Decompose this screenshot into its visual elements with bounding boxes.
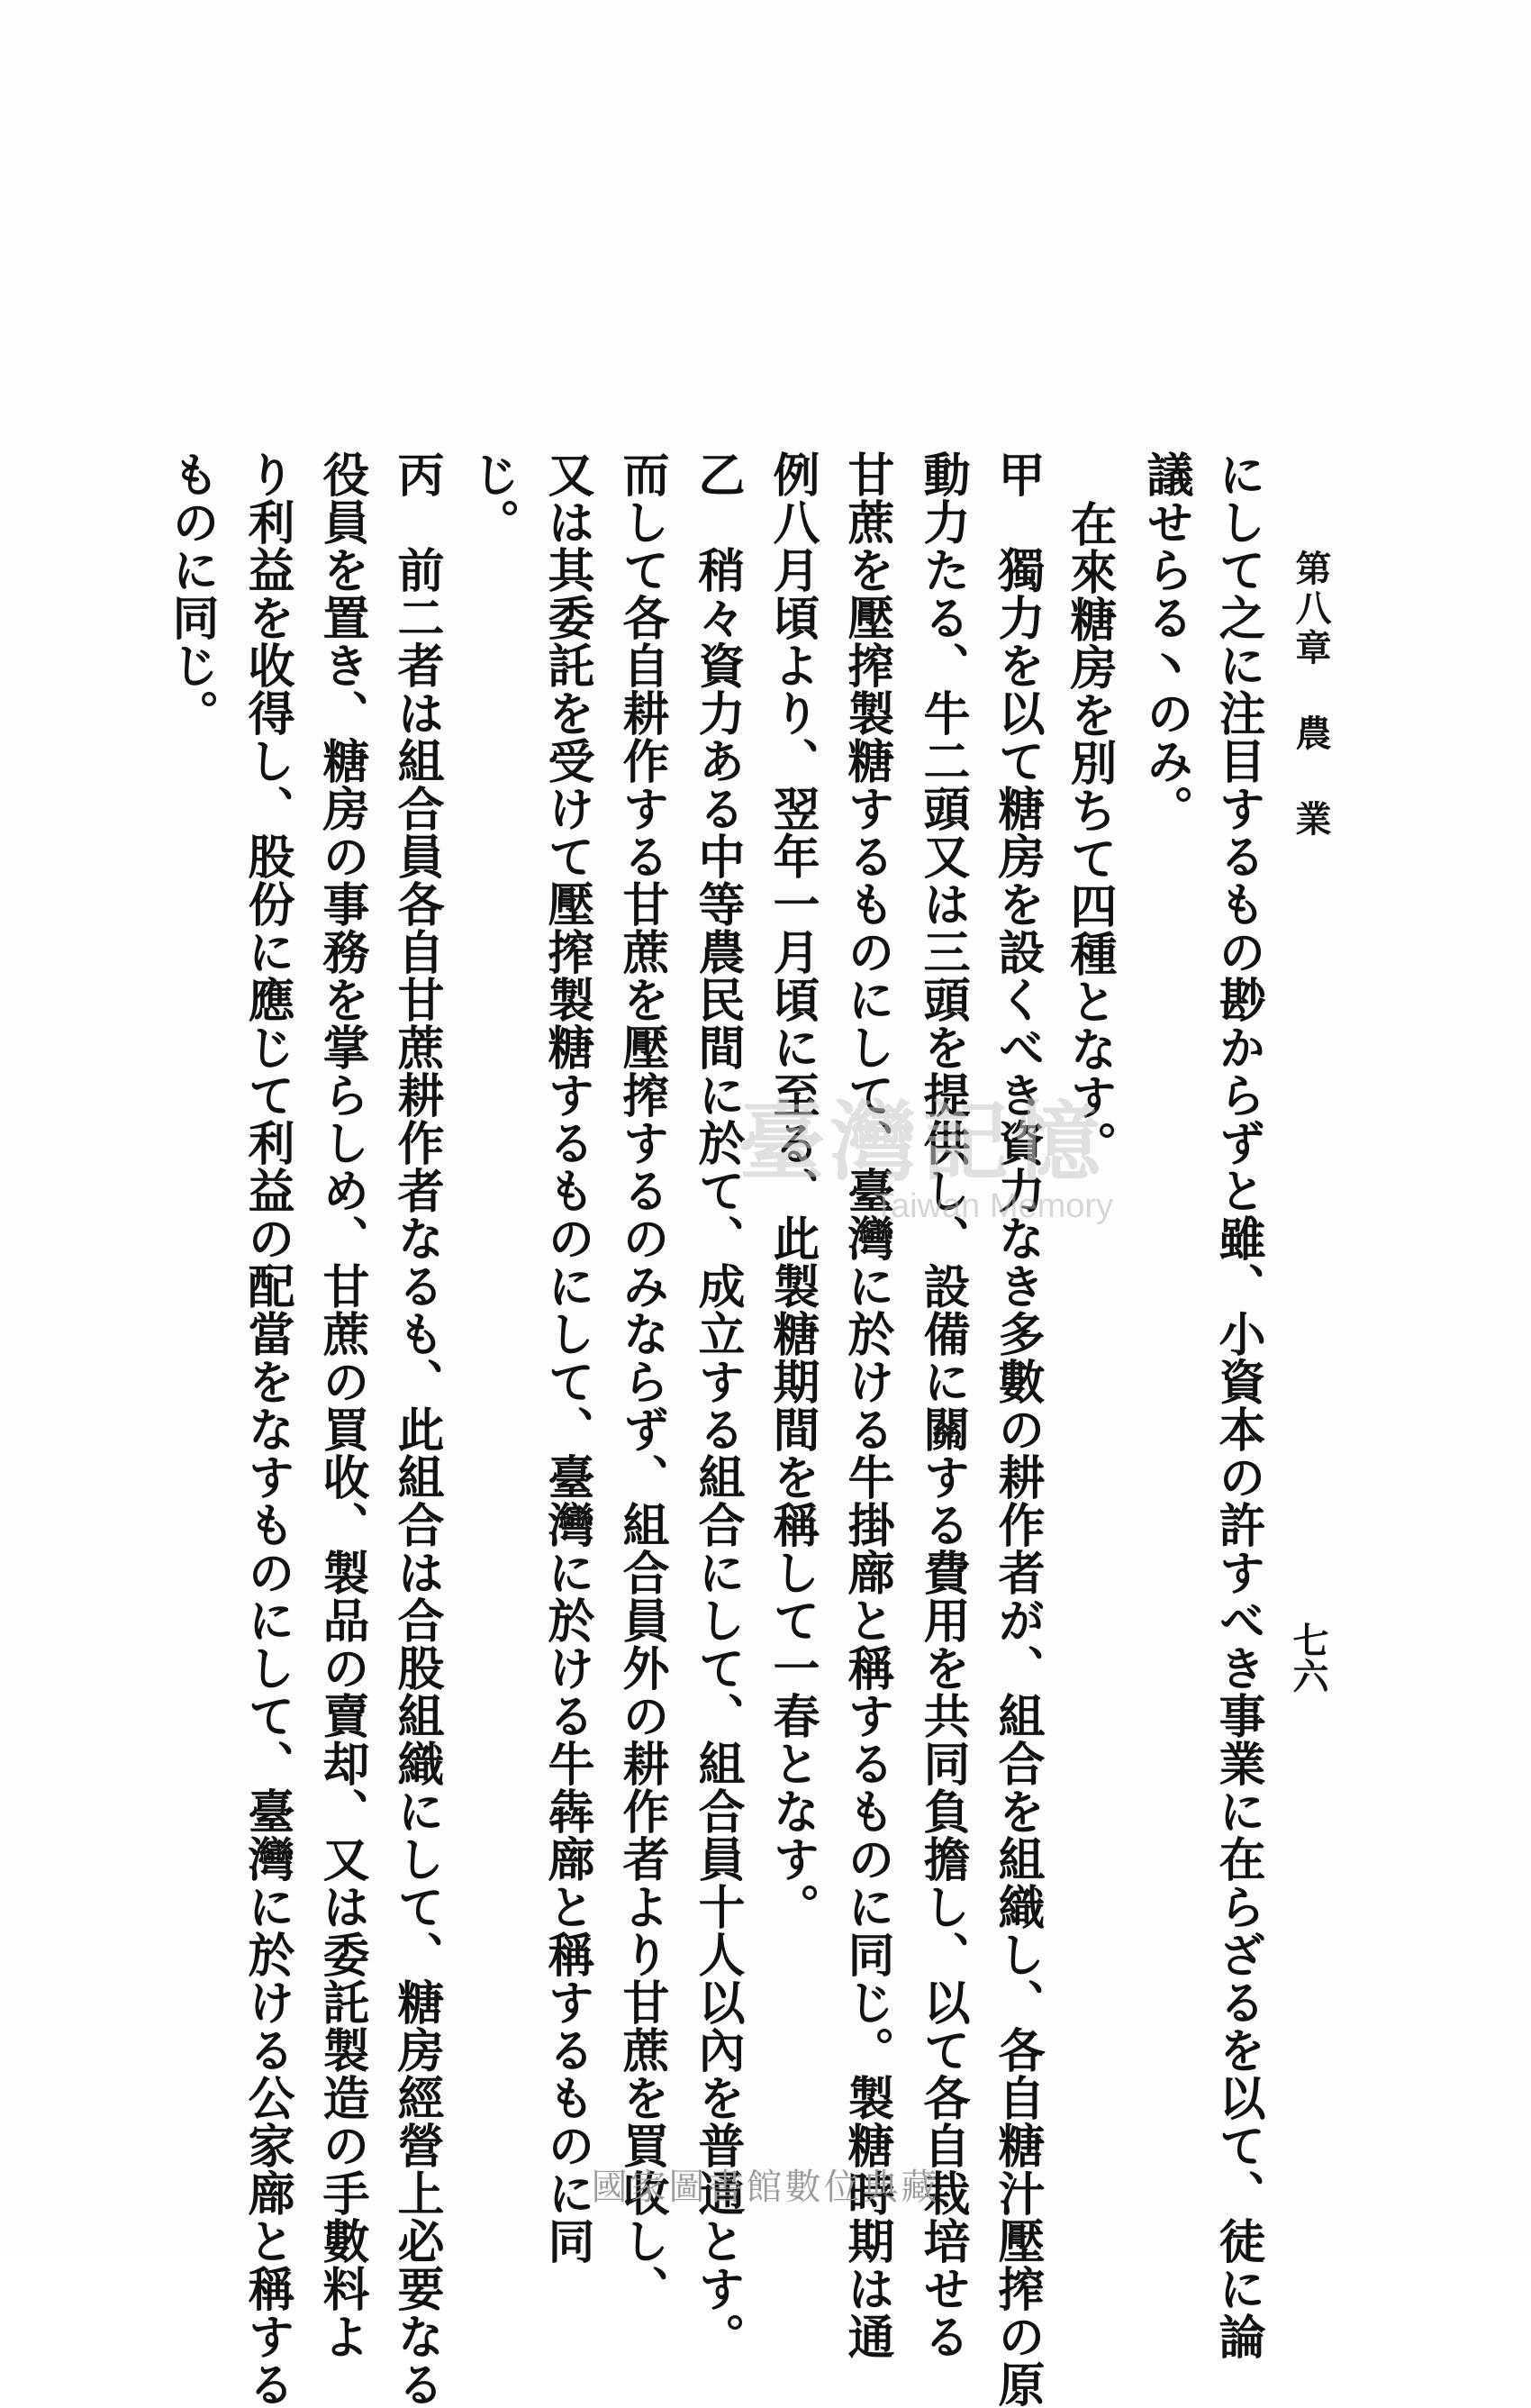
text-column-11: じ。 xyxy=(465,450,520,546)
text-column-6: 甘蔗を壓搾製糖するものにして、臺灣に於ける牛掛廍と稱するものに同じ。製糖時期は通 xyxy=(839,450,894,2360)
text-column-3: 在來糖房を別ちて四種となす。 xyxy=(1062,500,1117,1168)
text-column-15: ものに同じ。 xyxy=(164,450,219,737)
text-column-14: り利益を收得し、股份に應じて利益の配當をなすものにして、臺灣に於ける公家廍と稱する xyxy=(240,450,294,2408)
text-column-12: 丙 前二者は組合員各自甘蔗耕作者なるも、此組合は合股組織にして、糖房經營上必要なる xyxy=(389,450,444,2408)
text-column-9: 而して各自耕作する甘蔗を壓搾するのみならず、組合員外の耕作者より甘蔗を買收し、 xyxy=(614,450,669,2313)
library-credit: 國家圖書館數位典藏 xyxy=(591,2167,940,2208)
page-number: 七六 xyxy=(1287,1622,1329,1694)
text-column-4: 甲 獨力を以て糖房を設くべき資力なき多數の耕作者が、組合を組織し、各自糖汁壓搾の原 xyxy=(990,450,1045,2408)
running-title: 第八章 農 業 xyxy=(1290,550,1332,840)
text-column-2: 議せらる丶のみ。 xyxy=(1138,450,1193,832)
text-column-1: にして之に注目するもの尠からずと雖、小資本の許すべき事業に在らざるを以て、徒に論 xyxy=(1210,450,1265,2360)
text-column-10: 又は其委託を受けて壓搾製糖するものにして、臺灣に於ける牛犇廍と稱するものに同 xyxy=(539,450,594,2265)
taiwan-memory-watermark xyxy=(738,1091,1243,1225)
text-column-5: 動力たる、牛二頭又は三頭を提供し、設備に關する費用を共同負擔し、以て各自栽培せる xyxy=(915,450,970,2360)
text-column-13: 役員を置き、糖房の事務を掌らしめ、甘蔗の買收、製品の賣却、又は委託製造の手數料よ xyxy=(314,450,369,2360)
watermark-subtitle: Taiwan Memory xyxy=(874,1187,1114,1225)
text-column-7: 例八月頃より、翌年一月頃に至る、此製糖期間を稱して一春となす。 xyxy=(765,450,820,1931)
watermark-chars: 臺灣記憶 xyxy=(738,1091,1106,1193)
text-column-8: 乙 稍々資力ある中等農民間に於て、成立する組合にして、組合員十人以內を普通とす。 xyxy=(690,450,745,2360)
